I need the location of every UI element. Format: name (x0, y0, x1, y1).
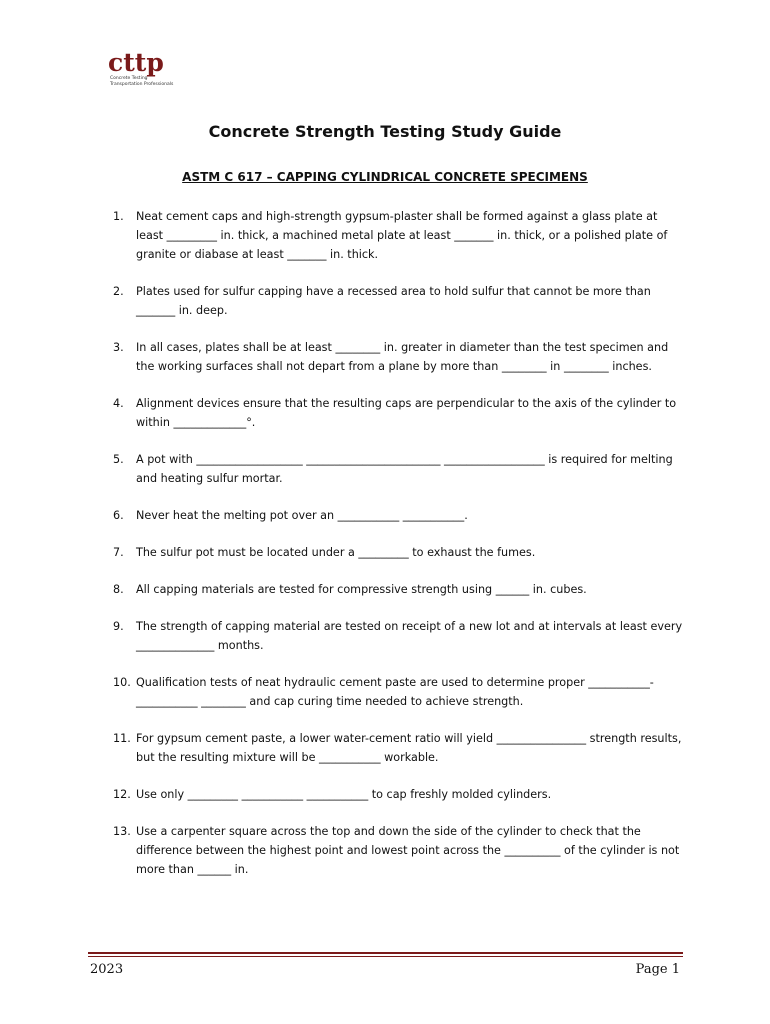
question-item (113, 785, 683, 804)
question-item (113, 338, 683, 376)
question-item (113, 207, 683, 264)
question-text: A pot with ___________________ ________________________ __________________ is required for melting and heating sulfur mortar. (136, 453, 673, 485)
question-text: Plates used for sulfur capping have a recessed area to hold sulfur that cannot be more than _______ in. deep. (136, 285, 651, 317)
question-item (113, 617, 683, 655)
question-item (113, 673, 683, 711)
footer-divider-thin (88, 956, 683, 957)
logo-text: cttp (108, 48, 164, 77)
question-number: 8. (113, 583, 124, 596)
logo-subtitle-1: Concrete Testing (110, 76, 148, 81)
question-item (113, 729, 683, 767)
question-number: 1. (113, 210, 124, 223)
question-number: 12. (113, 788, 131, 801)
question-number: 10. (113, 676, 131, 689)
question-text: For gypsum cement paste, a lower water-cement ratio will yield ________________ strength results, but the resulting mixture will be ___________ workable. (136, 732, 682, 764)
question-list (113, 207, 683, 897)
question-text: In all cases, plates shall be at least ________ in. greater in diameter than the test specimen and the working surfaces shall not depart from a plane by more than ________ in ________ inches. (136, 341, 669, 373)
question-number: 11. (113, 732, 131, 745)
question-number: 5. (113, 453, 124, 466)
question-number: 2. (113, 285, 124, 298)
question-text: Alignment devices ensure that the resulting caps are perpendicular to the axis of the cylinder to within _____________°. (136, 397, 677, 429)
question-item (113, 394, 683, 432)
question-item (113, 580, 683, 599)
question-number: 4. (113, 397, 124, 410)
section-heading: ASTM C 617 – CAPPING CYLINDRICAL CONCRETE SPECIMENS (182, 170, 588, 184)
question-number: 9. (113, 620, 124, 633)
question-item (113, 450, 683, 488)
logo-subtitle-2: Transportation Professionals (110, 82, 174, 87)
question-text: The sulfur pot must be located under a _________ to exhaust the fumes. (136, 546, 536, 559)
question-text: The strength of capping material are tested on receipt of a new lot and at intervals at least every ______________ months. (136, 620, 683, 652)
page-number: Page 1 (635, 962, 680, 977)
question-item (113, 543, 683, 562)
footer-year: 2023 (90, 962, 124, 977)
question-text: Never heat the melting pot over an ___________ ___________. (136, 509, 468, 522)
question-text: Use a carpenter square across the top and down the side of the cylinder to check that the difference between the highest point and lowest point across the __________ of the cylinder is not more than ______ in. (136, 825, 680, 876)
question-number: 6. (113, 509, 124, 522)
logo (108, 50, 218, 88)
question-text: Use only _________ ___________ ___________ to cap freshly molded cylinders. (136, 788, 552, 801)
question-text: Neat cement caps and high-strength gypsum-plaster shall be formed against a glass plate at least _________ in. thick, a machined metal plate at least _______ in. thick, or a polished plate of granite or diabase at least _______ in. thick. (136, 210, 668, 261)
question-text: Qualification tests of neat hydraulic cement paste are used to determine proper ___________-___________ ________ and cap curing time needed to achieve strength. (136, 676, 654, 708)
question-item (113, 822, 683, 879)
footer-divider (88, 952, 683, 954)
page-title: Concrete Strength Testing Study Guide (208, 122, 562, 141)
question-number: 7. (113, 546, 124, 559)
question-item (113, 506, 683, 525)
question-number: 13. (113, 825, 131, 838)
question-item (113, 282, 683, 320)
question-text: All capping materials are tested for compressive strength using ______ in. cubes. (136, 583, 587, 596)
question-number: 3. (113, 341, 124, 354)
